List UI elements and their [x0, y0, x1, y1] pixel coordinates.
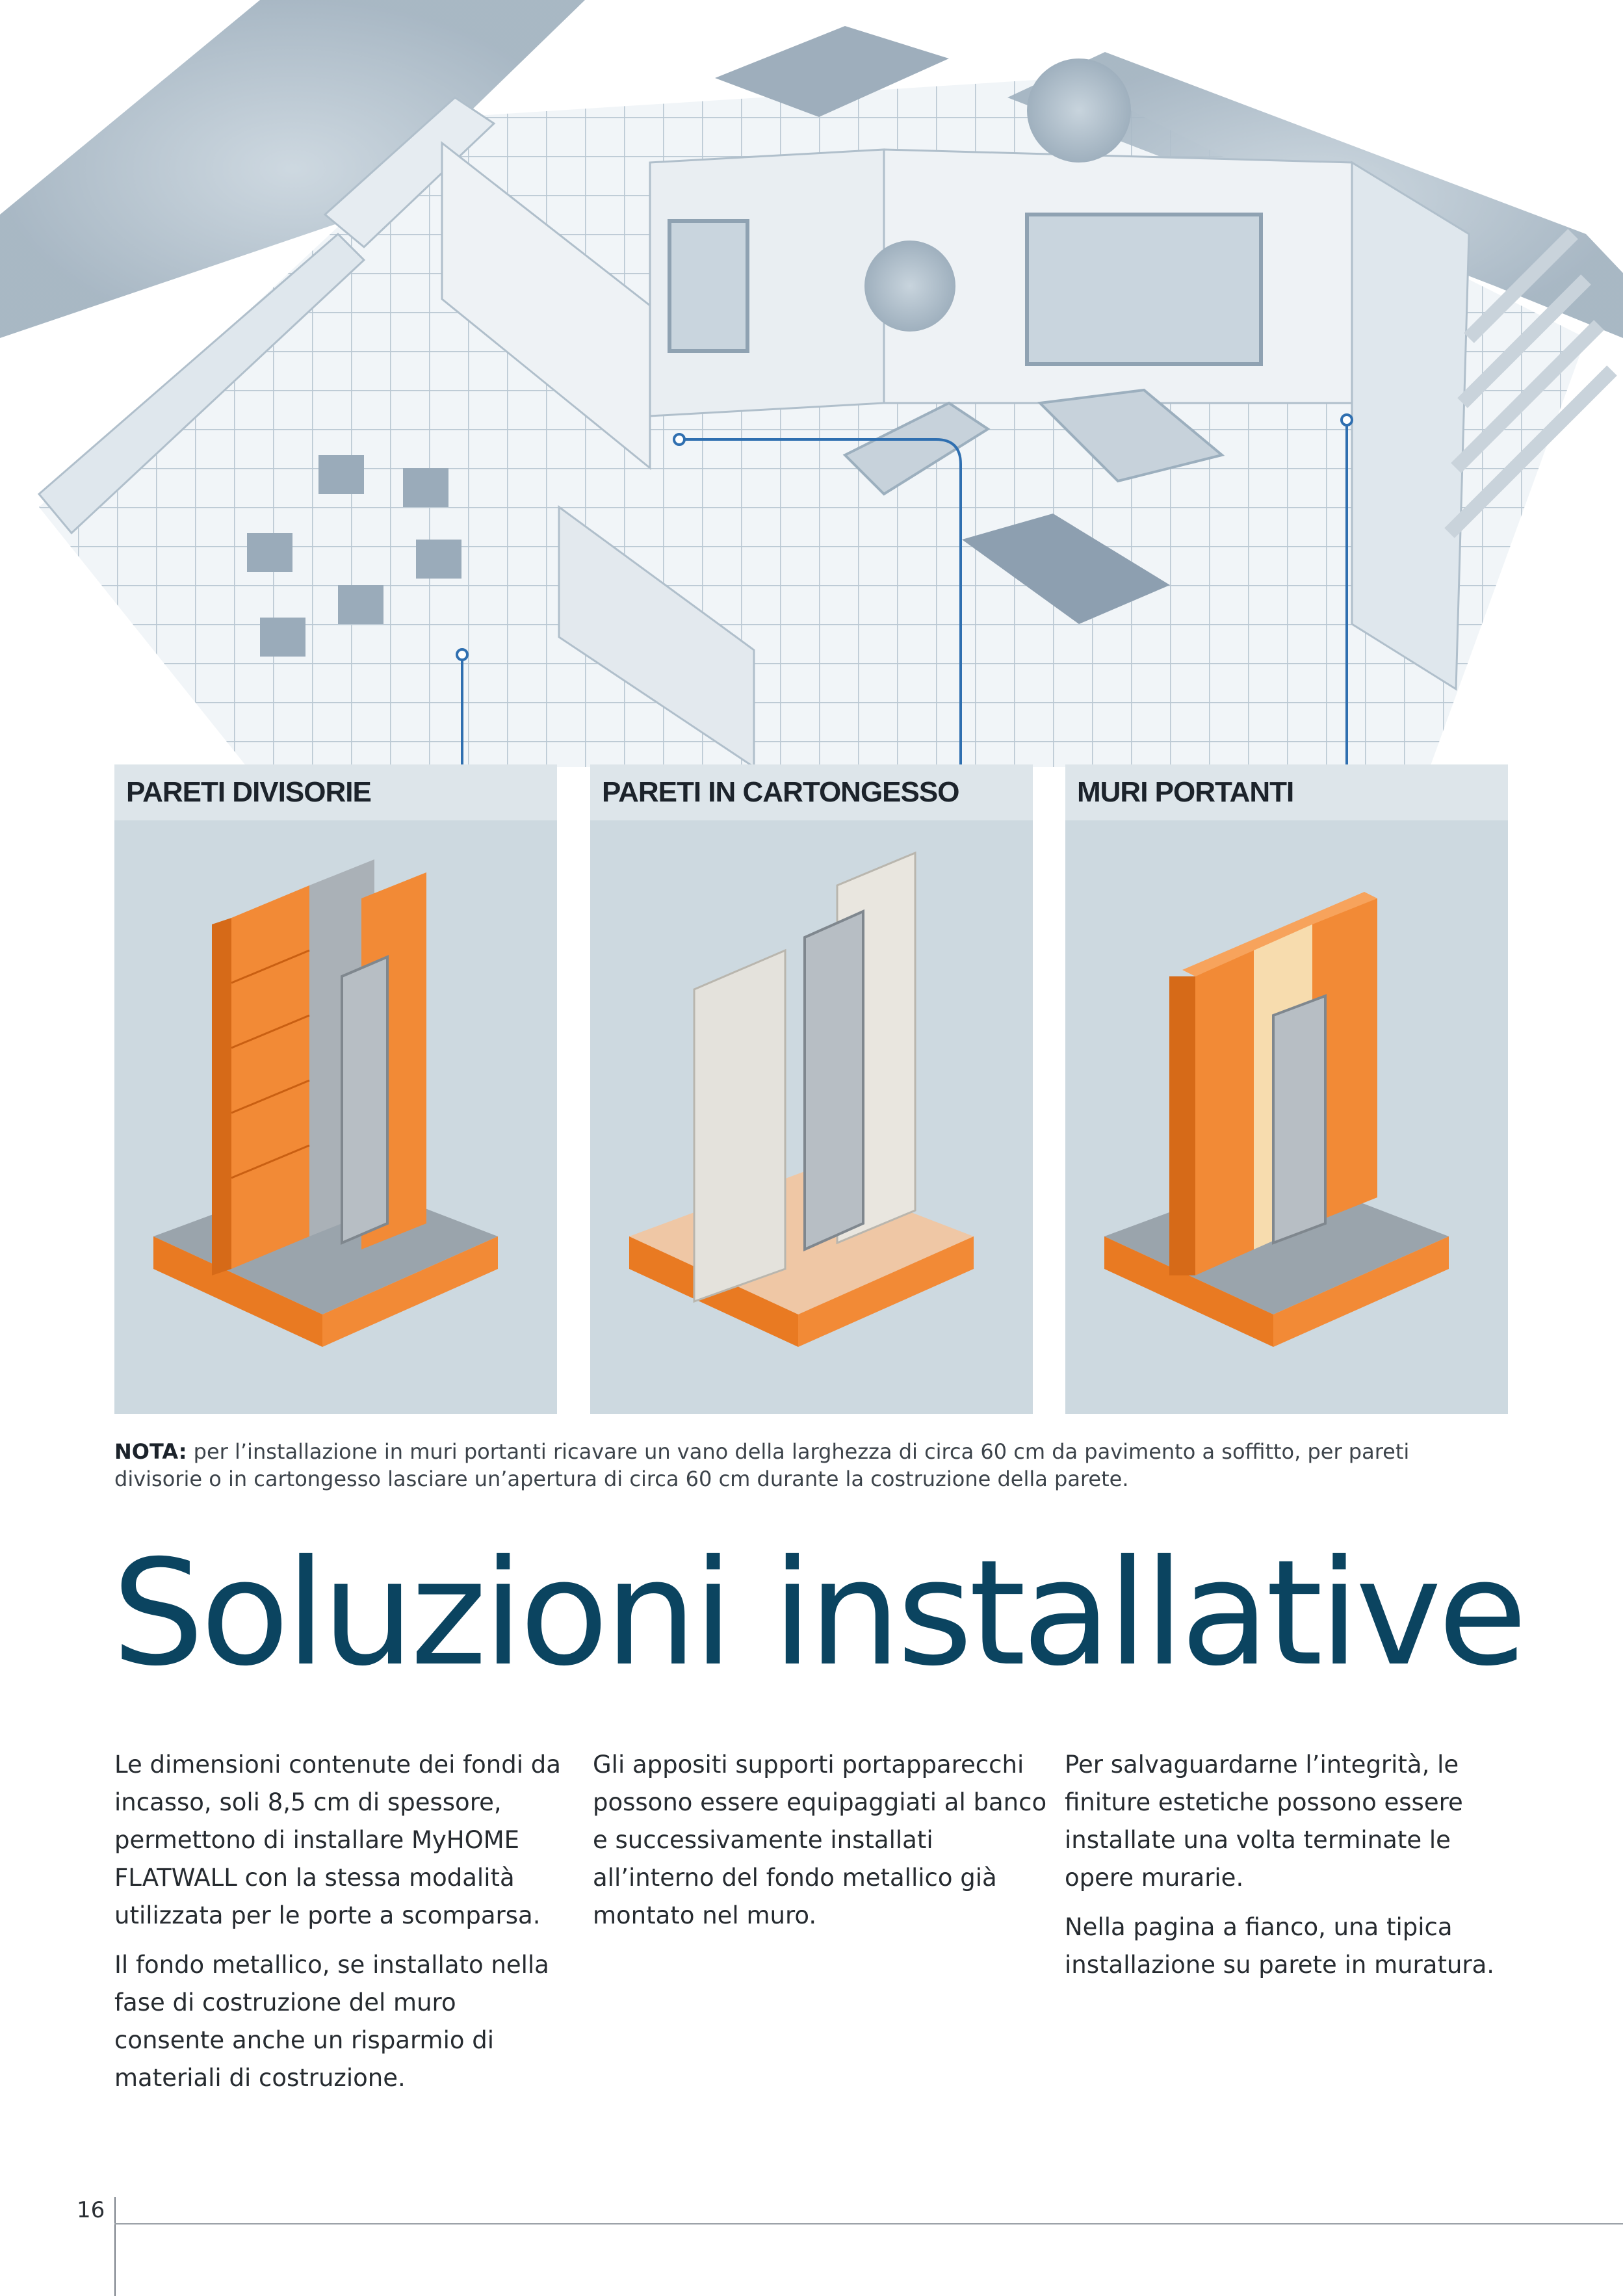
floorplan-illustration: [0, 0, 1623, 800]
text-column-2: [593, 1746, 1048, 1946]
installation-note: [114, 1438, 1414, 1493]
footer-rule: [114, 2223, 1623, 2224]
card-title: PARETI IN CARTONGESSO: [602, 776, 959, 808]
footer-vertical-rule: [114, 2197, 116, 2296]
card-title: PARETI DIVISORIE: [126, 776, 371, 808]
drywall-illustration: [590, 820, 1033, 1414]
note-label: NOTA:: [114, 1439, 187, 1464]
text-column-3: [1065, 1746, 1520, 1996]
page-number: 16: [77, 2197, 105, 2223]
text-column-1: [114, 1746, 569, 2109]
paragraph: Per salvaguardarne l’integrità, le finiture estetiche possono essere installate una volta terminate le opere murarie.: [1065, 1751, 1463, 1892]
card-header: [114, 764, 557, 820]
card-header: [590, 764, 1033, 820]
note-text: per l’installazione in muri portanti ricavare un vano della larghezza di circa 60 cm da pavimento a soffitto, per pareti divisorie o in cartongesso lasciare un’apertura di circa 60 cm durante la costruzione della parete.: [114, 1439, 1410, 1491]
card-muri-portanti: [1065, 764, 1508, 1414]
card-pareti-divisorie: [114, 764, 557, 1414]
partition-wall-illustration: [114, 820, 557, 1414]
card-pareti-in-cartongesso: [590, 764, 1033, 1414]
load-bearing-wall-illustration: [1065, 820, 1508, 1414]
card-header: [1065, 764, 1508, 820]
paragraph: Nella pagina a fianco, una tipica installazione su parete in muratura.: [1065, 1913, 1495, 1979]
card-title: MURI PORTANTI: [1077, 776, 1294, 808]
paragraph: Le dimensioni contenute dei fondi da incasso, soli 8,5 cm di spessore, permettono di installare MyHOME FLATWALL con la stessa modalità utilizzata per le porte a scomparsa.: [114, 1751, 561, 1929]
paragraph: Gli appositi supporti portapparecchi possono essere equipaggiati al banco e successivamente installati all’interno del fondo metallico già montato nel muro.: [593, 1751, 1047, 1929]
paragraph: Il fondo metallico, se installato nella fase di costruzione del muro consente anche un risparmio di materiali di costruzione.: [114, 1951, 549, 2092]
page-title: Soluzioni installative: [112, 1528, 1524, 1698]
